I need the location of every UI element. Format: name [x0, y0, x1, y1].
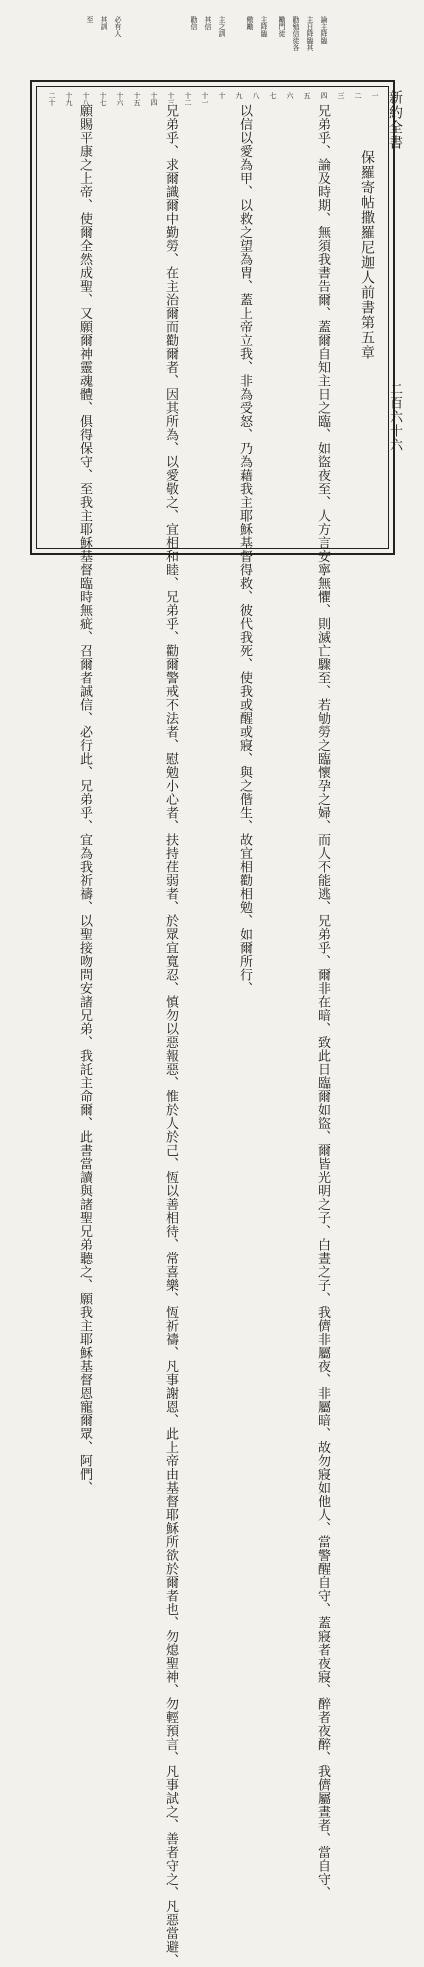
verse-number-18: 十八 — [82, 92, 90, 106]
verse-number-10: 十 — [218, 92, 226, 99]
verse-number-2: 二 — [354, 92, 362, 99]
verse-number-17: 十七 — [99, 92, 107, 106]
chapter-title: 保羅寄帖撒羅尼迦人前書第五章 — [359, 150, 375, 360]
text-column-1: 兄弟乎、論及時期、無須我書告爾、蓋爾自知主日之臨、如盜夜至、人方言安寧無懼、則滅亡驟至、若劬勞之臨懷孕之婦、而人不能逃、兄弟乎、爾非在暗、致此日臨爾如盜、爾皆光明之子、白晝之子、我儕非屬夜、非屬暗、故勿寢如他人、當警醒自守、蓋寢者夜寢、醉者夜醉、我儕屬晝者、當自守、 — [315, 104, 330, 1900]
page-number: 二百六十六 — [387, 382, 402, 452]
verse-number-19: 十九 — [65, 92, 73, 106]
verse-number-6: 六 — [286, 92, 294, 99]
book-title: 新約全書 — [387, 90, 403, 150]
verse-number-20: 二十 — [48, 92, 56, 106]
verse-number-13: 十三 — [167, 92, 175, 106]
verse-number-14: 十四 — [150, 92, 158, 106]
text-column-2: 以信以愛為甲、以救之望為胄、蓋上帝立我、非為受怒、乃為藉我主耶穌基督得救、彼代我死、使我或醒或寢、與之偕生、故宜相勸相勉、如爾所行、 — [237, 104, 252, 995]
verse-number-4: 四 — [320, 92, 328, 99]
verse-number-5: 五 — [303, 92, 311, 99]
text-column-4: 願賜平康之上帝、使爾全然成聖、又願爾神靈魂體、俱得保守、至我主耶穌基督臨時無疵、召爾者誠信、必行此、兄弟乎、宜為我祈禱、以聖接吻問安諸兄弟、我託主命爾、此書當讀與諸聖兄弟聽之、願我主耶穌基督恩寵爾眾、阿們、 — [77, 104, 92, 1495]
verse-number-12: 十二 — [184, 92, 192, 106]
margin-note-11: 其訓 — [100, 16, 108, 30]
margin-note-7: 主之訓 — [218, 16, 226, 37]
verse-number-7: 七 — [269, 92, 277, 99]
margin-note-4: 勵門徒 — [278, 16, 286, 37]
margin-note-10: 必有人 — [114, 16, 122, 37]
margin-note-8: 其信 — [204, 16, 212, 30]
margin-note-3: 勸勉信徒各 — [292, 16, 300, 51]
margin-note-1: 論主降臨 — [320, 16, 328, 44]
margin-note-2: 主日降臨其 — [306, 16, 314, 51]
verse-number-8: 八 — [252, 92, 260, 99]
verse-number-1: 一 — [371, 92, 379, 99]
verse-number-9: 九 — [235, 92, 243, 99]
verse-number-11: 十一 — [201, 92, 209, 106]
margin-note-9: 勸信 — [190, 16, 198, 30]
text-column-3: 兄弟乎、求爾識爾中勤勞、在主治爾而勸爾者、因其所為、以愛敬之、宜相和睦、兄弟乎、勸爾警戒不法者、慰勉小心者、扶持荏弱者、於眾宜寬忍、慎勿以惡報惡、惟於人於己、恆以善相待、常喜樂、恆祈禱、凡事謝恩、此上帝由基督耶穌所欲於爾者也、勿熄聖神、勿輕預言、凡事試之、善者守之、凡惡當避、 — [163, 104, 178, 1967]
margin-note-5: 主降臨 — [260, 16, 268, 37]
verse-number-16: 十六 — [116, 92, 124, 106]
verse-number-15: 十五 — [133, 92, 141, 106]
verse-number-3: 三 — [337, 92, 345, 99]
margin-note-12: 至 — [86, 16, 94, 23]
margin-note-6: 儆勵 — [246, 16, 254, 30]
